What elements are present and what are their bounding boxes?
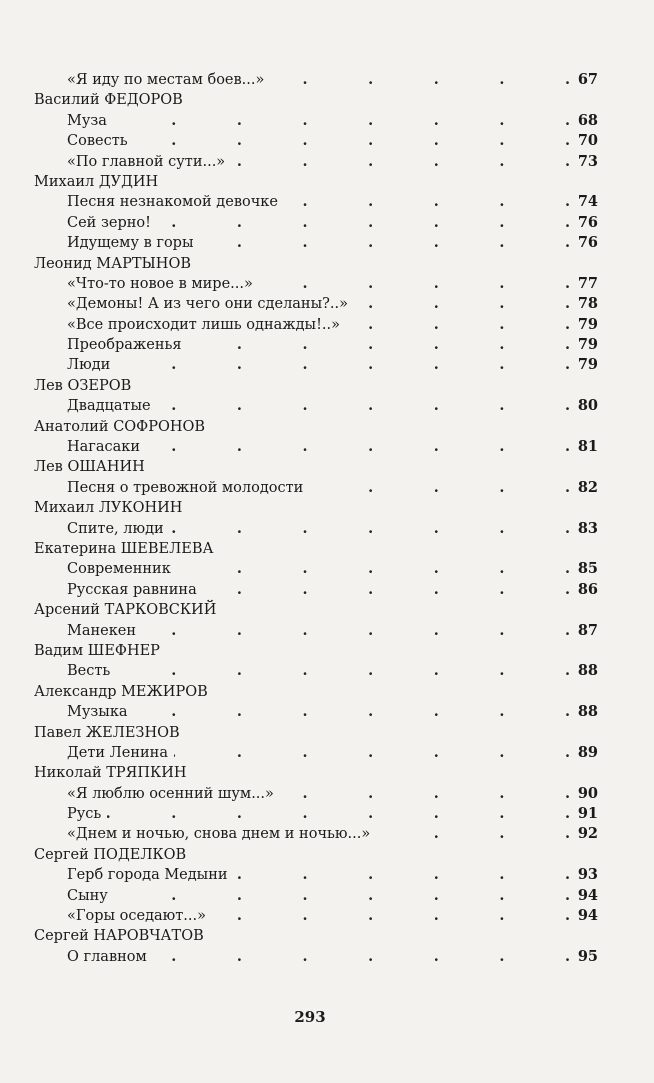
entry-page: 79	[577, 336, 598, 354]
dot-leader	[280, 784, 570, 804]
toc-entry	[34, 192, 598, 212]
entry-page: 81	[577, 438, 598, 456]
toc-entry	[34, 478, 598, 498]
dot-leader	[284, 192, 570, 212]
entry-title: «Я люблю осенний шум...»	[67, 785, 274, 802]
entry-page: 91	[577, 805, 598, 823]
dot-leader	[231, 152, 570, 172]
toc-entry	[34, 396, 598, 416]
dot-leader	[177, 559, 570, 579]
dot-leader	[376, 824, 570, 844]
toc-entry	[34, 437, 598, 457]
dot-leader	[134, 131, 570, 151]
toc-entry	[34, 355, 598, 375]
dot-leader	[116, 661, 570, 681]
entry-title: «Днем и ночью, снова днем и ночью...»	[67, 826, 371, 843]
author-heading: Василий ФЕДОРОВ	[34, 92, 183, 109]
entry-title: «Горы оседают...»	[67, 908, 206, 925]
entry-title: «Что-то новое в мире...»	[67, 275, 253, 292]
entry-page: 73	[577, 152, 598, 170]
toc-entry	[34, 886, 598, 906]
dot-leader	[113, 111, 570, 131]
author-heading: Сергей НАРОВЧАТОВ	[34, 928, 204, 945]
toc-entry	[34, 213, 598, 233]
author-heading: Вадим ШЕФНЕР	[34, 642, 160, 659]
toc-entry	[34, 335, 598, 355]
entry-title: Двадцатые	[67, 398, 151, 415]
entry-title: Русь	[67, 806, 102, 823]
entry-page: 82	[577, 478, 598, 496]
entry-title: Весть	[67, 663, 111, 680]
author-heading: Павел ЖЕЛЕЗНОВ	[34, 724, 180, 741]
dot-leader	[174, 743, 570, 763]
entry-title: Идущему в горы	[67, 235, 194, 252]
author-heading: Михаил ДУДИН	[34, 173, 159, 190]
entry-title: Совесть	[67, 133, 128, 150]
entry-page: 92	[577, 825, 598, 843]
toc-entry	[34, 661, 598, 681]
dot-leader	[309, 478, 570, 498]
toc-entry	[34, 559, 598, 579]
toc-entry	[34, 315, 598, 335]
entry-page: 76	[577, 234, 598, 252]
dot-leader	[142, 621, 570, 641]
entry-page: 68	[577, 111, 598, 129]
dot-leader	[107, 804, 570, 824]
dot-leader	[188, 335, 570, 355]
entry-title: «Демоны! А из чего они сделаны?..»	[67, 296, 348, 313]
entry-page: 86	[577, 580, 598, 598]
entry-page: 76	[577, 213, 598, 231]
toc-entry	[34, 743, 598, 763]
entry-title: Герб города Медыни	[67, 867, 228, 884]
author-heading: Лев ОЗЕРОВ	[34, 377, 132, 394]
toc-entry	[34, 580, 598, 600]
author-heading: Сергей ПОДЕЛКОВ	[34, 846, 187, 863]
toc-entry	[34, 519, 598, 539]
entry-page: 94	[577, 886, 598, 904]
entry-page: 67	[577, 71, 598, 88]
entry-title: Муза	[67, 112, 107, 129]
author-heading: Александр МЕЖИРОВ	[34, 683, 208, 700]
toc-entry	[34, 131, 598, 151]
entry-title: Сыну	[67, 887, 108, 904]
entry-page: 88	[577, 703, 598, 721]
entry-page: 83	[577, 519, 598, 537]
entry-page: 80	[577, 397, 598, 415]
entry-page: 94	[577, 907, 598, 925]
toc-entry	[34, 111, 598, 131]
table-of-contents	[34, 70, 598, 967]
entry-title: Песня о тревожной молодости	[67, 479, 304, 496]
entry-title: «Все происходит лишь однажды!..»	[67, 316, 340, 333]
entry-page: 95	[577, 947, 598, 965]
toc-entry	[34, 70, 598, 90]
entry-title: Русская равнина	[67, 581, 197, 598]
entry-title: Манекен	[67, 622, 137, 639]
entry-title: Современник	[67, 561, 171, 578]
dot-leader	[200, 233, 570, 253]
toc-entry	[34, 906, 598, 926]
dot-leader	[234, 865, 570, 885]
toc-entry	[34, 294, 598, 314]
dot-leader	[212, 906, 570, 926]
dot-leader	[270, 70, 570, 90]
toc-entry	[34, 233, 598, 253]
entry-title: «Я иду по местам боев...»	[67, 72, 265, 88]
entry-page: 85	[577, 560, 598, 578]
page-number: 293	[294, 1008, 326, 1026]
toc-entry	[34, 621, 598, 641]
dot-leader	[153, 947, 570, 967]
author-heading: Арсений ТАРКОВСКИЙ	[34, 602, 217, 619]
author-heading: Николай ТРЯПКИН	[34, 765, 187, 782]
entry-title: Сей зерно!	[67, 214, 151, 231]
entry-title: «По главной сути...»	[67, 153, 226, 170]
dot-leader	[170, 519, 570, 539]
dot-leader	[116, 355, 570, 375]
author-heading: Анатолий СОФРОНОВ	[34, 418, 206, 435]
entry-title: Музыка	[67, 704, 128, 721]
dot-leader	[203, 580, 570, 600]
toc-entry	[34, 784, 598, 804]
entry-page: 77	[577, 274, 598, 292]
entry-page: 74	[577, 193, 598, 211]
entry-title: Дети Ленина	[67, 744, 168, 761]
dot-leader	[146, 437, 570, 457]
entry-page: 93	[577, 866, 598, 884]
entry-page: 79	[577, 356, 598, 374]
entry-page: 70	[577, 132, 598, 150]
author-heading: Леонид МАРТЫНОВ	[34, 255, 191, 272]
entry-page: 87	[577, 621, 598, 639]
toc-entry	[34, 152, 598, 172]
entry-page: 88	[577, 662, 598, 680]
entry-page: 79	[577, 315, 598, 333]
dot-leader	[346, 315, 570, 335]
dot-leader	[114, 886, 570, 906]
dot-leader	[259, 274, 570, 294]
entry-title: О главном	[67, 948, 147, 965]
toc-entry	[34, 702, 598, 722]
entry-page: 90	[577, 784, 598, 802]
toc-entry	[34, 804, 598, 824]
toc-entry	[34, 274, 598, 294]
entry-page: 78	[577, 295, 598, 313]
author-heading: Лев ОШАНИН	[34, 459, 145, 476]
entry-page: 89	[577, 743, 598, 761]
toc-entry	[34, 824, 598, 844]
entry-title: Нагасаки	[67, 439, 141, 456]
toc-entry	[34, 865, 598, 885]
entry-title: Люди	[67, 357, 111, 374]
dot-leader	[134, 702, 570, 722]
entry-title: Преображенья	[67, 337, 182, 354]
entry-title: Песня незнакомой девочке	[67, 194, 278, 211]
author-heading: Екатерина ШЕВЕЛЕВА	[34, 540, 214, 557]
toc-entry	[34, 947, 598, 967]
dot-leader	[157, 213, 570, 233]
dot-leader	[354, 294, 570, 314]
dot-leader	[157, 396, 570, 416]
author-heading: Михаил ЛУКОНИН	[34, 500, 183, 517]
entry-title: Спите, люди	[67, 520, 164, 537]
